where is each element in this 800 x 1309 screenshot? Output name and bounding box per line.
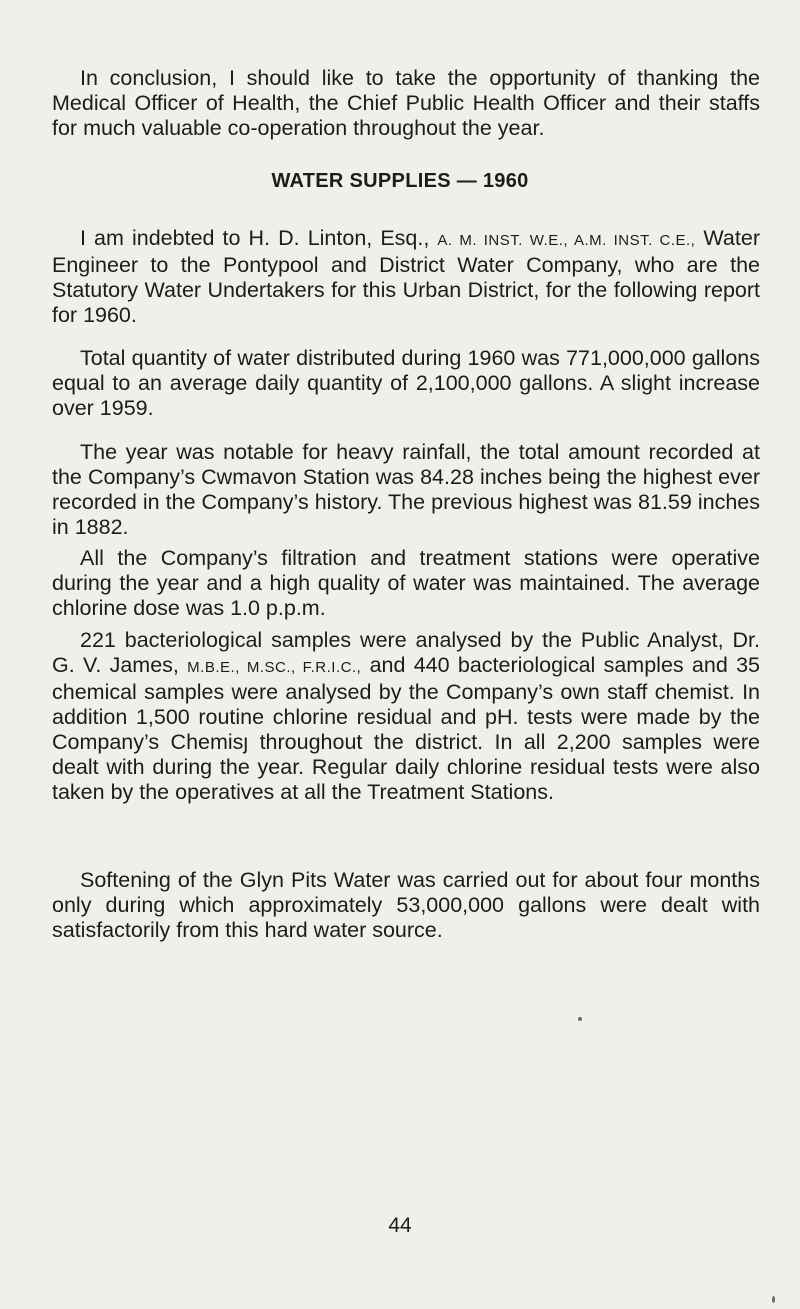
indebted-intro: I am indebted to H. D. Linton, Esq., bbox=[80, 226, 438, 250]
indebted-rest: Water Engineer to the Pontypool and District Water Company, who are the Statutory Water Undertakers for this Urban District, for the following report for 1960. bbox=[52, 226, 760, 327]
samples-intro: 221 bacteriological samples were analysed by the Public Analyst, Dr. G. V. James, bbox=[52, 628, 760, 677]
page-number: 44 bbox=[388, 1214, 412, 1237]
analyst-qualifications: M.B.E., M.SC., F.R.I.C., bbox=[187, 659, 362, 676]
section-heading: WATER SUPPLIES — 1960 bbox=[271, 170, 529, 192]
paper-speck bbox=[578, 1017, 582, 1021]
paragraph-conclusion: In conclusion, I should like to take the opportunity of thanking the Medical Officer of Health, the Chief Public Health Officer and their staffs for much valuable co-operation throughout the year. bbox=[52, 66, 760, 140]
paragraph-filtration: All the Company’s filtration and treatment stations were operative during the year and a high quality of water was maintained. The average chlorine dose was 1.0 p.p.m. bbox=[52, 546, 760, 620]
paragraph-rainfall: The year was notable for heavy rainfall, the total amount recorded at the Company’s Cwmavon Station was 84.28 inches being the highest ever recorded in the Company’s history. The previous highest was 81.59 inches in 1882. bbox=[52, 440, 760, 539]
paragraph-indebted bbox=[52, 226, 760, 328]
paragraph-samples bbox=[52, 628, 760, 805]
samples-rest: and 440 bacteriological samples and 35 chemical samples were analysed by the Company’s own staff chemist. In addition 1,500 routine chlorine residual and pH. tests were made by the Company’s Chemisȷ throughout the district. In all 2,200 samples were dealt with during the year. Regular daily chlorine residual tests were also taken by the operatives at all the Treatment Stations. bbox=[52, 653, 760, 804]
paper-speck bbox=[772, 1296, 775, 1303]
engineer-qualifications: A. M. INST. W.E., A.M. INST. C.E., bbox=[437, 232, 696, 249]
paragraph-total-quantity: Total quantity of water distributed during 1960 was 771,000,000 gallons equal to an average daily quantity of 2,100,000 gallons. A slight increase over 1959. bbox=[52, 346, 760, 420]
paragraph-softening: Softening of the Glyn Pits Water was carried out for about four months only during which approximately 53,000,000 gallons were dealt with satisfactorily from this hard water source. bbox=[52, 868, 760, 942]
